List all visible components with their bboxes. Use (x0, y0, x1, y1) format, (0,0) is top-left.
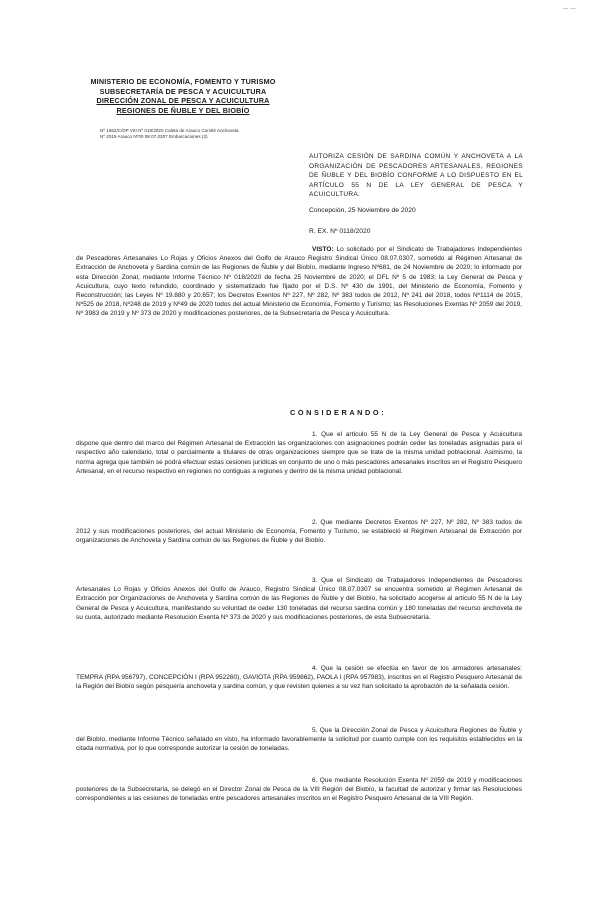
resolution-number: R. EX. Nº 0118/2020 (309, 228, 371, 235)
letterhead (88, 77, 278, 115)
document-date: Concepción, 25 Noviembre de 2020 (309, 207, 416, 214)
considerando-2 (76, 518, 522, 546)
considerando-heading: CONSIDERANDO: (290, 408, 387, 417)
visto-paragraph (76, 245, 522, 319)
considerando-1 (76, 430, 522, 476)
letterhead-undersecretary: SUBSECRETARÍA DE PESCA Y ACUICULTURA (99, 86, 267, 96)
considerando-1-text: 1. Que el artículo 55 N de la Ley General de Pesca y Acuicultura dispone que dentro del marco del Régimen Artesanal de Extracción las organizaciones con asignaciones podrán ceder las toneladas asignadas para el respectivo año calendario, total o parcialmente a titulares de otras organizaciones siempre que se trate de la misma unidad poblacional. Asimismo, la norma agrega que también se podrá efectuar estas cesiones jurídicas en conjunto de uno o más pescadores artesanales inscritos en el Registro Pesquero Artesanal, en el recurso respectivo en regiones no contiguas a regiones y dentro de la misma unidad poblacional. (76, 431, 522, 475)
considerando-4-text: 4. Que la cesión se efectúa en favor de los armadores artesanales: TEMPRA (RPA 956797), CONCEPCIÓN I (RPA 952260), GAVIOTA (RPA 959862), PAOLA I (RPA 957983), inscritos en el Registro Pesquero Artesanal de la Región del Biobío según pesquería anchoveta y sardina común, y que revisten quienes a su vez han solicitado la aprobación de la señalada cesión. (76, 665, 522, 691)
considerando-3-text: 3. Que el Sindicato de Trabajadores Independientes de Pescadores Artesanales Lo Rojas y Oficios Anexos del Golfo de Arauco, Registro Sindical Único 08.07.0307 se encuentra sometido al Régimen Artesanal de Extracción por Organizaciones de Anchoveta y Sardina común de las Regiones de Ñuble y del Biobío, ha solicitado acogerse al artículo 55 N de la Ley General de Pesca y Acuicultura, manifestando su voluntad de ceder 130 toneladas del recurso sardina común y 180 toneladas del recurso anchoveta de su cuota, autorizado mediante Resolución Exenta Nº 373 de 2020 y sus modificaciones posteriores, de esta Subsecretaría. (76, 577, 522, 621)
considerando-3 (76, 576, 522, 622)
letterhead-directorate: DIRECCIÓN ZONAL DE PESCA Y ACUICULTURA (96, 96, 270, 106)
considerando-6 (76, 776, 522, 804)
considerando-5-text: 5. Que la Dirección Zonal de Pesca y Acuicultura Regiones de Ñuble y del Biobío, mediante Informe Técnico señalado en visto, ha informado favorablemente la solicitud por cuanto cumple con los requisitos establecidos en la citada normativa, por lo que corresponde autorizar la cesión de toneladas. (76, 727, 522, 753)
letterhead-ministry: MINISTERIO DE ECONOMÍA, FOMENTO Y TURISMO (90, 77, 276, 86)
visto-text: Lo solicitado por el Sindicato de Trabajadores Independientes de Pescadores Artesanales Lo Rojas y Oficios Anexos del Golfo de Arauco Registro Sindical Único 08.07.0307, sometido al Régimen Artesanal de Extracción de Anchoveta y Sardina común de las Regiones de Ñuble y del Biobío, mediante Ingreso Nº681, de 24 Noviembre de 2020; lo informado por esta Dirección Zonal, mediante Informe Técnico Nº 018/2020 de fecha 25 Noviembre de 2020; el DFL Nº 5 de 1983; la Ley General de Pesca y Acuicultura, cuyo texto refundido, coordinado y sistematizado fue fijado por el D.S. Nº 430 de 1991, del Ministerio de Economía, Fomento y Reconstrucción; las Leyes Nº 19.880 y 20.657; los Decretos Exentos Nº 227, Nº 282, Nº 383 todos de 2012, Nº 241 del 2018, todos Nº1114 de 2015, Nº525 de 2018, Nº248 de 2019 y Nº49 de 2020 todos del actual Ministerio de Economía, Fomento y Turismo; las Resoluciones Exentas Nº 2059 del 2019, Nº 3983 de 2019 y Nº 373 de 2020 y modificaciones posteriores, de la Subsecretaría de Pesca y Acuicultura. (76, 246, 522, 318)
letterhead-regions: REGIONES DE ÑUBLE Y DEL BIOBÍO (116, 105, 250, 115)
resolution-subject: AUTORIZA CESIÓN DE SARDINA COMÚN Y ANCHOVETA A LA ORGANIZACIÓN DE PESCADORES ARTESANALES, REGIONES DE ÑUBLE Y DEL BIOBÍO CONFORME A LO DISPUESTO EN EL ARTÍCULO 55 N DE LA LEY GENERAL DE PESCA Y ACUICULTURA. (309, 153, 523, 199)
considerando-6-text: 6. Que mediante Resolución Exenta Nº 2059 de 2019 y modificaciones posteriores de la Subsecretaría, se delegó en el Director Zonal de Pesca de la VIII Región del Biobío, la facultad de autorizar y firmar las Resoluciones correspondientes a las cesiones de toneladas entre pescadores artesanales inscritos en el Registro Pesquero Artesanal de la VIII Región. (76, 777, 522, 803)
considerando-4 (76, 664, 522, 692)
page-stamp: — — (563, 6, 576, 12)
reference-note (100, 128, 239, 140)
visto-section (76, 245, 522, 319)
reference-line-1: Nº 1662/C/DP VIII Nº 018/2020 Caleta de Arauco Comité Anchoveta (100, 128, 239, 133)
reference-line-2: Nº 2019 Arauco Nº00 08.07.0307 Embarcaciones (2) (100, 134, 208, 140)
considerando-5 (76, 726, 522, 754)
visto-label: VISTO: (312, 246, 334, 253)
considerando-2-text: 2. Que mediante Decretos Exentos Nº 227, Nº 282, Nº 383 todos de 2012 y sus modificaciones posteriores, del actual Ministerio de Economía, Fomento y Turismo, se estableció el Régimen Artesanal de Extracción por organizaciones de Anchoveta y Sardina común de las Regiones de Ñuble y del Biobío. (76, 519, 522, 545)
